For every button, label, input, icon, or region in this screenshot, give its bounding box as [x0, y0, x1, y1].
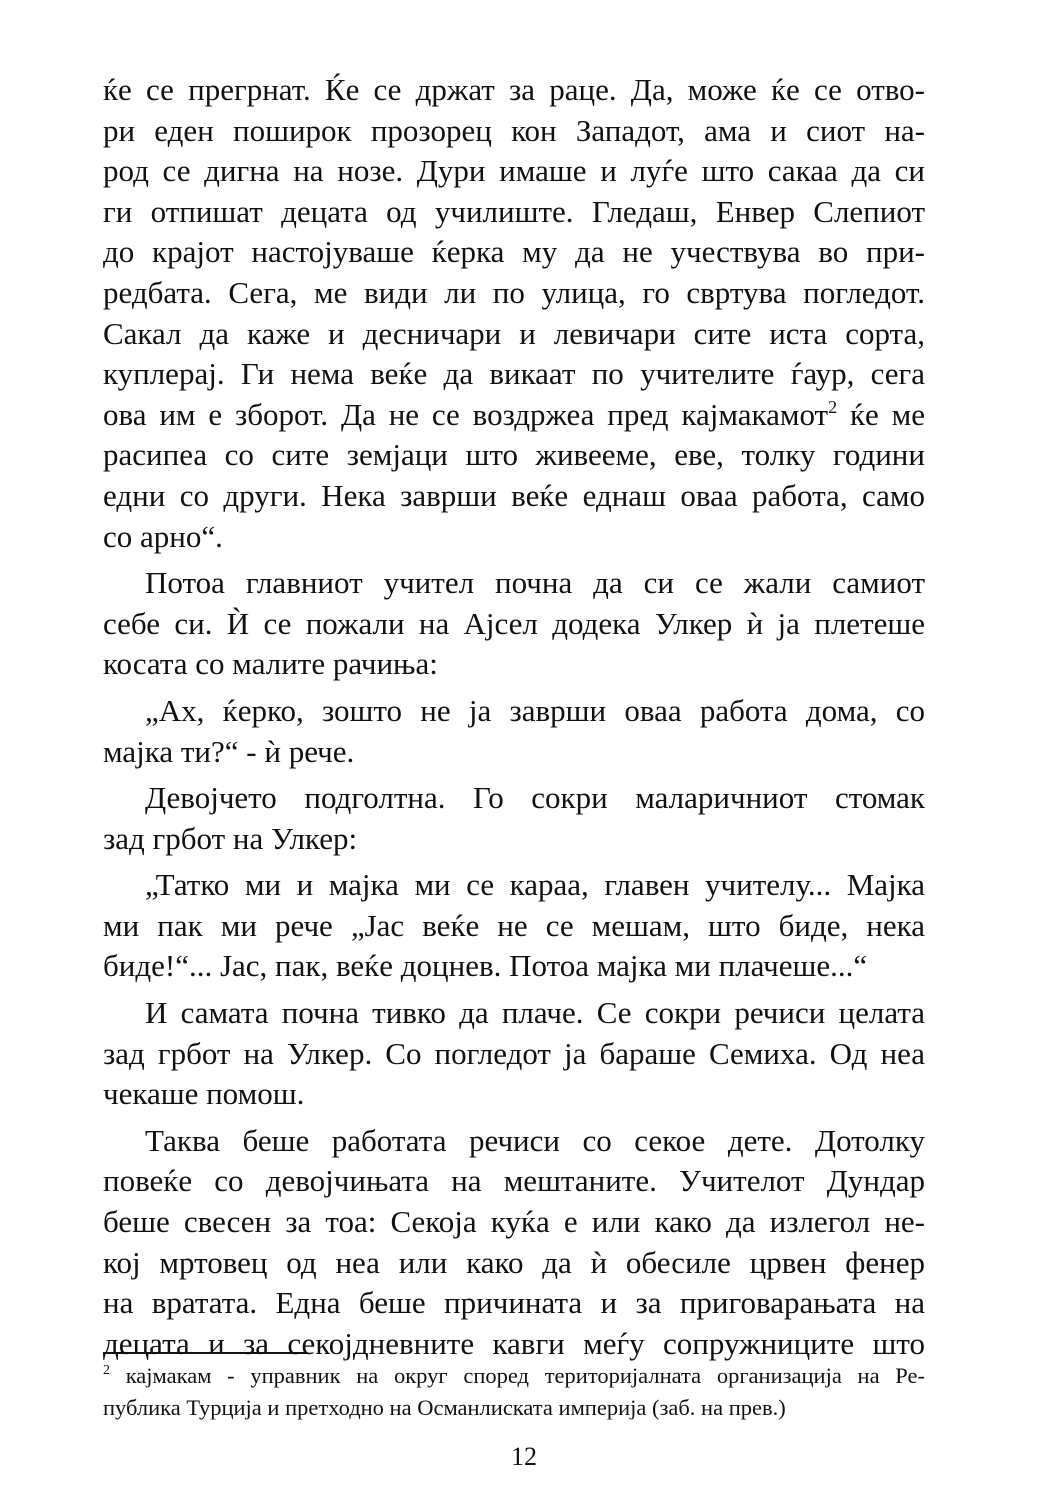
text-line: мајка ти?“ - ѝ рече. — [103, 733, 355, 769]
text-line: со арно“. — [103, 518, 223, 554]
footnote-text: кајмакам - управник на округ според територијалната организација на Ре- — [110, 1363, 925, 1388]
text-segment: ќе ме — [837, 396, 925, 432]
text-line: Сакал да каже и десничари и левичари сите иста сорта, — [103, 315, 925, 351]
text-line: беше свесен за тоа: Секоја куќа е или како да излегол не- — [103, 1204, 925, 1240]
text-line: едни со други. Нека заврши веќе еднаш оваа работа, само — [103, 477, 925, 513]
text-line: кој мртовец од неа или како да ѝ обесиле црвен фенер — [103, 1244, 925, 1280]
text-line: зад грбот на Улкер: — [103, 820, 358, 856]
text-line: расипеа со сите земјаци што живееме, еве, толку години — [103, 437, 925, 473]
footnote-marker: 2 — [103, 1363, 110, 1378]
text-line: ги отпишат децата од училиште. Гледаш, Енвер Слепиот — [103, 193, 925, 229]
text-line: биде!“... Јас, пак, веќе доцнев. Потоа мајка ми плачеше...“ — [103, 948, 868, 984]
text-line: на вратата. Една беше причината и за приговарањата на — [103, 1285, 925, 1321]
text-line: Девојчето подголтна. Го сокри маларичниот стомак — [145, 780, 925, 816]
text-line: косата со малите рачиња: — [103, 646, 438, 682]
text-line: до крајот настојуваше ќерка му да не учествува во при- — [103, 234, 925, 270]
footnote-reference[interactable]: 2 — [828, 396, 838, 417]
footnote-line — [103, 1360, 925, 1392]
text-line: децата и за секојдневните кавги меѓу сопружниците што — [103, 1325, 925, 1361]
footnote — [103, 1360, 925, 1424]
text-line: Потоа главниот учител почна да си се жали самиот — [145, 565, 925, 601]
page-number: 12 — [511, 1442, 537, 1471]
text-line: чекаше помош. — [103, 1076, 305, 1112]
footnote-divider — [103, 1352, 307, 1354]
text-line: ри еден поширок прозорец кон Западот, ама и сиот на- — [103, 112, 925, 148]
body-text — [103, 70, 925, 1364]
text-line-with-footnote-ref — [103, 395, 925, 436]
text-line: Таква беше работата речиси со секое дете. Дотолку — [145, 1122, 925, 1158]
text-line: себе си. Ѝ се пожали на Ајсел додека Улкер ѝ ја плетеше — [103, 605, 925, 641]
text-line: зад грбот на Улкер. Со погледот ја бараше Семиха. Од неа — [103, 1035, 925, 1071]
text-line: „Татко ми и мајка ми се караа, главен учителу... Мајка — [145, 867, 925, 903]
text-line: ќе се прегрнат. Ќе се држат за раце. Да, може ќе се отво- — [103, 72, 925, 107]
text-line: „Ах, ќерко, зошто не ја заврши оваа работа дома, со — [145, 692, 925, 728]
text-line: куплерај. Ги нема веќе да викаат по учителите ѓаур, сега — [103, 356, 925, 392]
footnote-line: публика Турција и претходно на Османлиската империја (заб. на прев.) — [103, 1395, 786, 1420]
text-line: ми пак ми рече „Јас веќе не се мешам, што биде, нека — [103, 907, 925, 943]
text-line: И самата почна тивко да плаче. Се сокри речиси целата — [145, 995, 925, 1031]
text-line: редбата. Сега, ме види ли по улица, го свртува погледот. — [103, 274, 925, 310]
text-line: повеќе со девојчињата на мештаните. Учителот Дундар — [103, 1163, 925, 1199]
text-segment: ова им е зборот. Да не се воздржеа пред кајмакамот — [103, 396, 829, 432]
text-line: род се дигна на нозе. Дури имаше и луѓе што сакаа да си — [103, 153, 925, 189]
